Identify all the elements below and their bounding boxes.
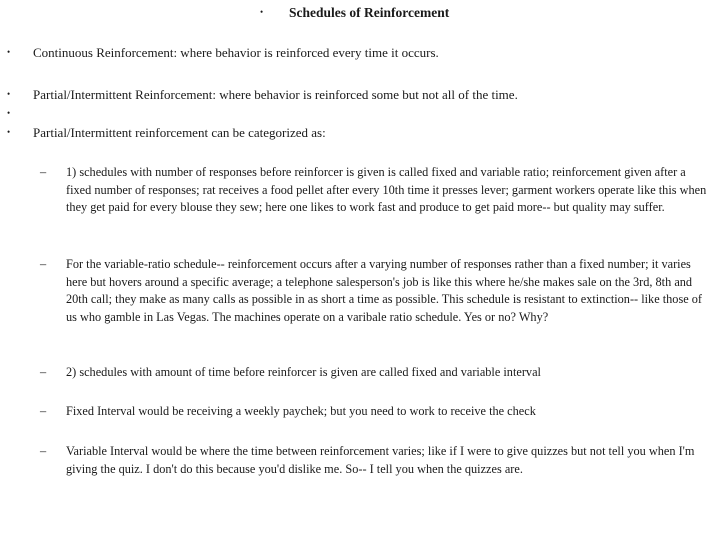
dash-marker: –: [40, 365, 47, 379]
title-row: [0, 5, 720, 23]
bullet-text: Continuous Reinforcement: where behavior is reinforced every time it occurs.: [33, 45, 439, 60]
bullet-text: Partial/Intermittent reinforcement can be categorized as:: [33, 125, 326, 140]
bullet-marker: •: [7, 47, 11, 57]
bullet-text: Partial/Intermittent Reinforcement: where behavior is reinforced some but not all of the time.: [33, 87, 518, 102]
sub-bullet-text: 1) schedules with number of responses before reinforcer is given is called fixed and variable ratio; reinforcement given after a fixed number of responses; rat receives a food pellet after every 10th time it presses lever; garment workers operate like this when they get paid for every blouse they sew; here one likes to work fast and produce to get paid more-- but quality may suffer.: [66, 165, 707, 214]
slide-title: Schedules of Reinforcement: [289, 5, 450, 20]
dash-marker: –: [40, 404, 47, 418]
sub-bullet-text: Variable Interval would be where the time between reinforcement varies; like if I were to give quizzes but not tell you when I'm giving the quiz. I don't do this because you'd dislike me. So-- I tell you when the quizzes are.: [66, 444, 695, 476]
sub-bullet-text: For the variable-ratio schedule-- reinforcement occurs after a varying number of responses rather than a fixed number; it varies here but hovers around a specific average; a telephone salesperson's job is like this where he/she makes sale on the 3rd, 8th and 20th call; they make as many calls as possible in as short a time as possible. This schedule is resistant to extinction-- like those of us who gamble in Las Vegas. The machines operate on a varibale ratio schedule. Yes or no? Why?: [66, 257, 703, 324]
bullet-marker: •: [7, 108, 11, 118]
title-bullet: •: [260, 7, 264, 17]
bullet-marker: •: [7, 89, 11, 99]
dash-marker: –: [40, 165, 47, 179]
sub-bullet-text: 2) schedules with amount of time before reinforcer is given are called fixed and variable interval: [66, 365, 541, 379]
dash-marker: –: [40, 444, 47, 458]
bullet-marker: •: [7, 127, 11, 137]
dash-marker: –: [40, 257, 47, 271]
sub-bullet-text: Fixed Interval would be receiving a weekly paychek; but you need to work to receive the check: [66, 404, 536, 418]
